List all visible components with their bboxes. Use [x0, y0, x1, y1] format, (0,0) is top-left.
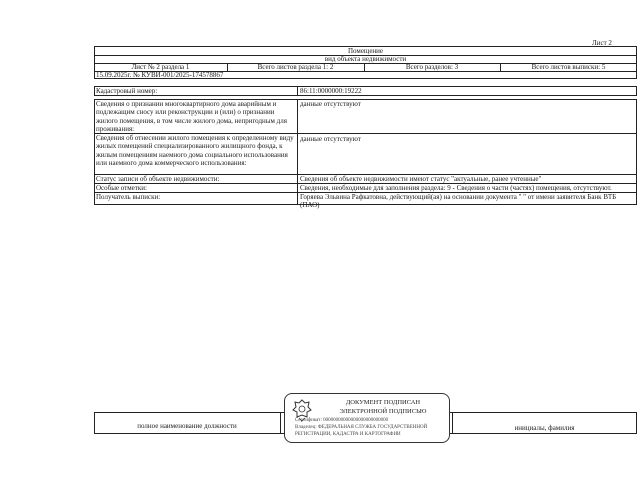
row-emergency-label: Сведения о признании многоквартирного дома аварийным и подлежащим сносу или реконструкции и (или) о признании жилого помещения, в том числе жилого дома, непригодным для проживания: — [96, 100, 287, 134]
stamp-owner: Владелец: ФЕДЕРАЛЬНАЯ СЛУЖБА ГОСУДАРСТВЕННОЙ — [295, 425, 428, 430]
header-subtitle: вид объекта недвижимости — [324, 55, 407, 63]
position-caption: полное наименование должности — [137, 422, 237, 430]
row-specialized-label: Сведения об отнесении жилого помещения к определенному виду жилых помещений специализированного жилищного фонда, к жилым помещениям наемного дома социального использования или наемного дома коммерческого использования: — [96, 134, 294, 168]
row-status-value: Сведения об объекте недвижимости имеют статус "актуальные, ранее учтенные" — [300, 175, 542, 183]
stamp-owner-cont: РЕГИСТРАЦИИ, КАДАСТРА И КАРТОГРАФИИ — [295, 432, 401, 437]
initials-caption: инициалы, фамилия — [514, 424, 575, 432]
cadastral-value: 86:11:0000000:19222 — [300, 87, 362, 95]
stamp-line-2: ЭЛЕКТРОННОЙ ПОДПИСЬЮ — [339, 408, 427, 415]
row-specialized-value: данные отсутствуют — [300, 135, 361, 143]
total-sheets-section: Всего листов раздела 1: 2 — [257, 63, 334, 71]
cadastral-label: Кадастровый номер: — [96, 87, 158, 95]
sheet-label: Лист 2 — [592, 39, 612, 47]
stamp-certificate: Сертификат: 00000000000000000000000000 — [295, 418, 389, 423]
row-recipient-label: Получатель выписки: — [96, 193, 161, 201]
row-recipient-value: Горяева Эльвина Рафкатовна, действующий(ая) на основании документа " " от имени заявителя Банк ВТБ (ПАО) — [300, 193, 617, 210]
sheet-section: Лист № 2 раздела 1 — [131, 63, 190, 71]
row-emergency-value: данные отсутствуют — [300, 100, 361, 108]
stamp-line-1: ДОКУМЕНТ ПОДПИСАН — [345, 399, 421, 406]
cadastral-row — [94, 86, 637, 96]
row-status-label: Статус записи об объекте недвижимости: — [96, 175, 220, 183]
date-number: 15.09.2025г. № КУВИ-001/2025-174578867 — [96, 71, 224, 79]
electronic-signature-stamp — [284, 393, 450, 443]
row-notes-label: Особые отметки: — [96, 184, 147, 192]
total-sections: Всего разделов: 3 — [405, 63, 459, 71]
total-sheets-extract: Всего листов выписки: 5 — [531, 63, 606, 71]
header-title: Помещение — [347, 47, 384, 55]
row-notes-value: Сведения, необходимые для заполнения раздела: 9 - Сведения о части (частях) помещения, отсутствуют. — [300, 184, 612, 192]
